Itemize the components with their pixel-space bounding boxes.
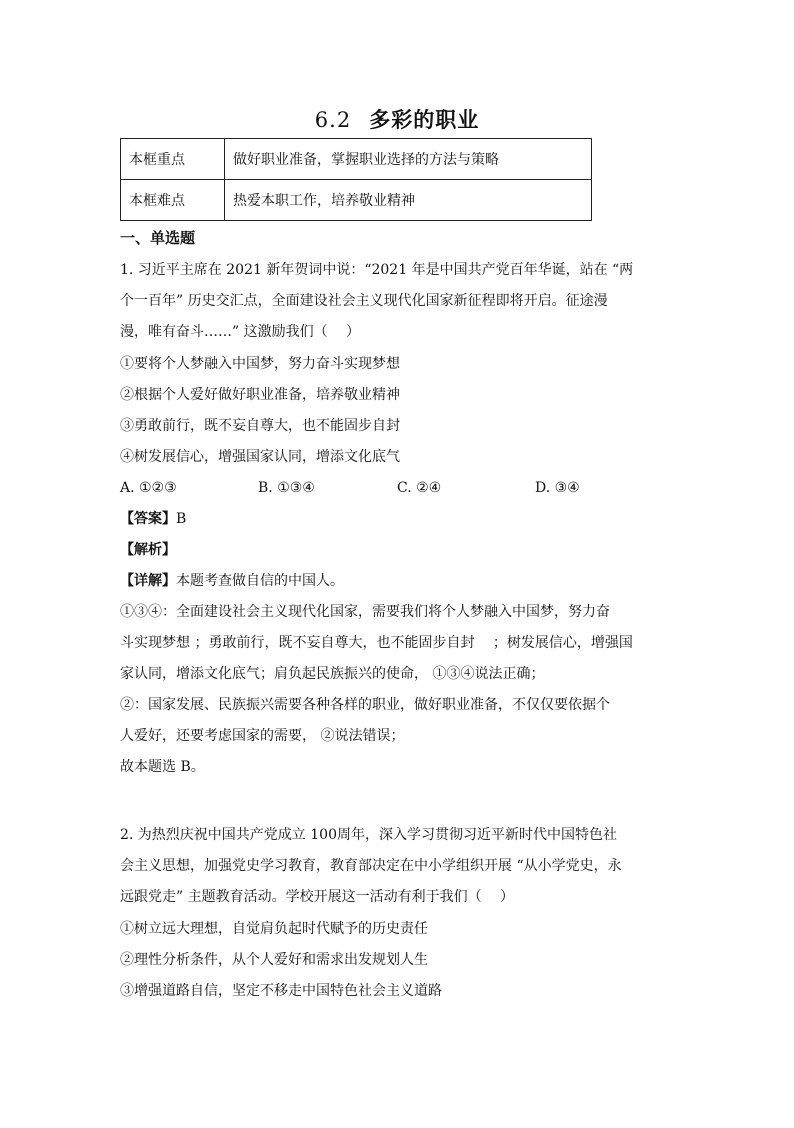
q1-stem-line: 1. 习近平主席在 2021 新年贺词中说：“2021 年是中国共产党百年华诞，站在 “两: [120, 262, 634, 278]
q1-option-a: A. ①②③: [120, 480, 177, 496]
q1-statement: ②根据个人爱好做好职业准备，培养敬业精神: [120, 387, 400, 403]
q1-stem-line: 个一百年” 历史交汇点，全面建设社会主义现代化国家新征程即将开启。征途漫: [120, 293, 608, 309]
table-row: [121, 139, 592, 180]
table-row: [121, 180, 592, 221]
focus-key-content: 做好职业准备，掌握职业选择的方法与策略: [225, 139, 592, 180]
lesson-name: 多彩的职业: [369, 107, 480, 132]
q1-statement: ①要将个人梦融入中国梦，努力奋斗实现梦想: [120, 356, 400, 372]
q1-option-d: D. ③④: [535, 480, 580, 496]
page-title: [0, 104, 794, 134]
lesson-number: 6.2: [314, 108, 352, 132]
q1-option-b: B. ①③④: [258, 480, 315, 496]
q2-stem-line: 2. 为热烈庆祝中国共产党成立 100周年，深入学习贯彻习近平新时代中国特色社: [120, 827, 617, 843]
q2-stem-line: 会主义思想，加强党史学习教育，教育部决定在中小学组织开展 “从小学党史，永: [120, 858, 622, 874]
q1-explanation-line: 人爱好，还要考虑国家的需要， ②说法错误；: [120, 728, 405, 744]
q1-statement: ④树发展信心，增强国家认同，增添文化底气: [120, 449, 400, 465]
q2-statement: ③增强道路自信，坚定不移走中国特色社会主义道路: [120, 983, 442, 999]
focus-difficulty-content: 热爱本职工作，培养敬业精神: [225, 180, 592, 221]
q2-stem-line: 远跟党走” 主题教育活动。学校开展这一活动有利于我们（ ）: [120, 889, 515, 905]
detail-label: 【详解】: [120, 573, 176, 589]
q1-options: [120, 478, 680, 498]
section-heading: 一、单选题: [120, 229, 196, 247]
q1-detail: [120, 571, 344, 591]
focus-table: [120, 138, 592, 221]
q1-explanation-line: ①③④：全面建设社会主义现代化国家，需要我们将个人梦融入中国梦，努力奋: [120, 604, 610, 620]
q2-statement: ①树立远大理想，自觉肩负起时代赋予的历史责任: [120, 921, 428, 937]
q1-explanation-line: 家认同，增添文化底气；肩负起民族振兴的使命， ①③④说法正确；: [120, 666, 545, 682]
q1-explanation-line: 斗实现梦想 ；勇敢前行，既不妄自尊大，也不能固步自封 ；树发展信心，增强国: [120, 635, 633, 651]
answer-value: B: [176, 511, 187, 527]
q1-answer: [120, 509, 186, 529]
q1-explanation-line: 故本题选 B。: [120, 759, 205, 775]
q1-explanation-line: ②：国家发展、民族振兴需要各种各样的职业，做好职业准备，不仅仅要依据个: [120, 697, 610, 713]
q1-stem-line: 漫，唯有奋斗……” 这激励我们（ ）: [120, 324, 361, 340]
focus-key-label: 本框重点: [121, 139, 225, 180]
focus-difficulty-label: 本框难点: [121, 180, 225, 221]
detail-text: 本题考查做自信的中国人。: [176, 573, 344, 589]
q1-statement: ③勇敢前行，既不妄自尊大，也不能固步自封: [120, 418, 400, 434]
analysis-label: 【解析】: [120, 542, 176, 558]
content-body: [120, 228, 680, 1128]
answer-label: 【答案】: [120, 511, 176, 527]
q1-option-c: C. ②④: [397, 480, 442, 496]
q2-statement: ②理性分析条件，从个人爱好和需求出发规划人生: [120, 952, 428, 968]
